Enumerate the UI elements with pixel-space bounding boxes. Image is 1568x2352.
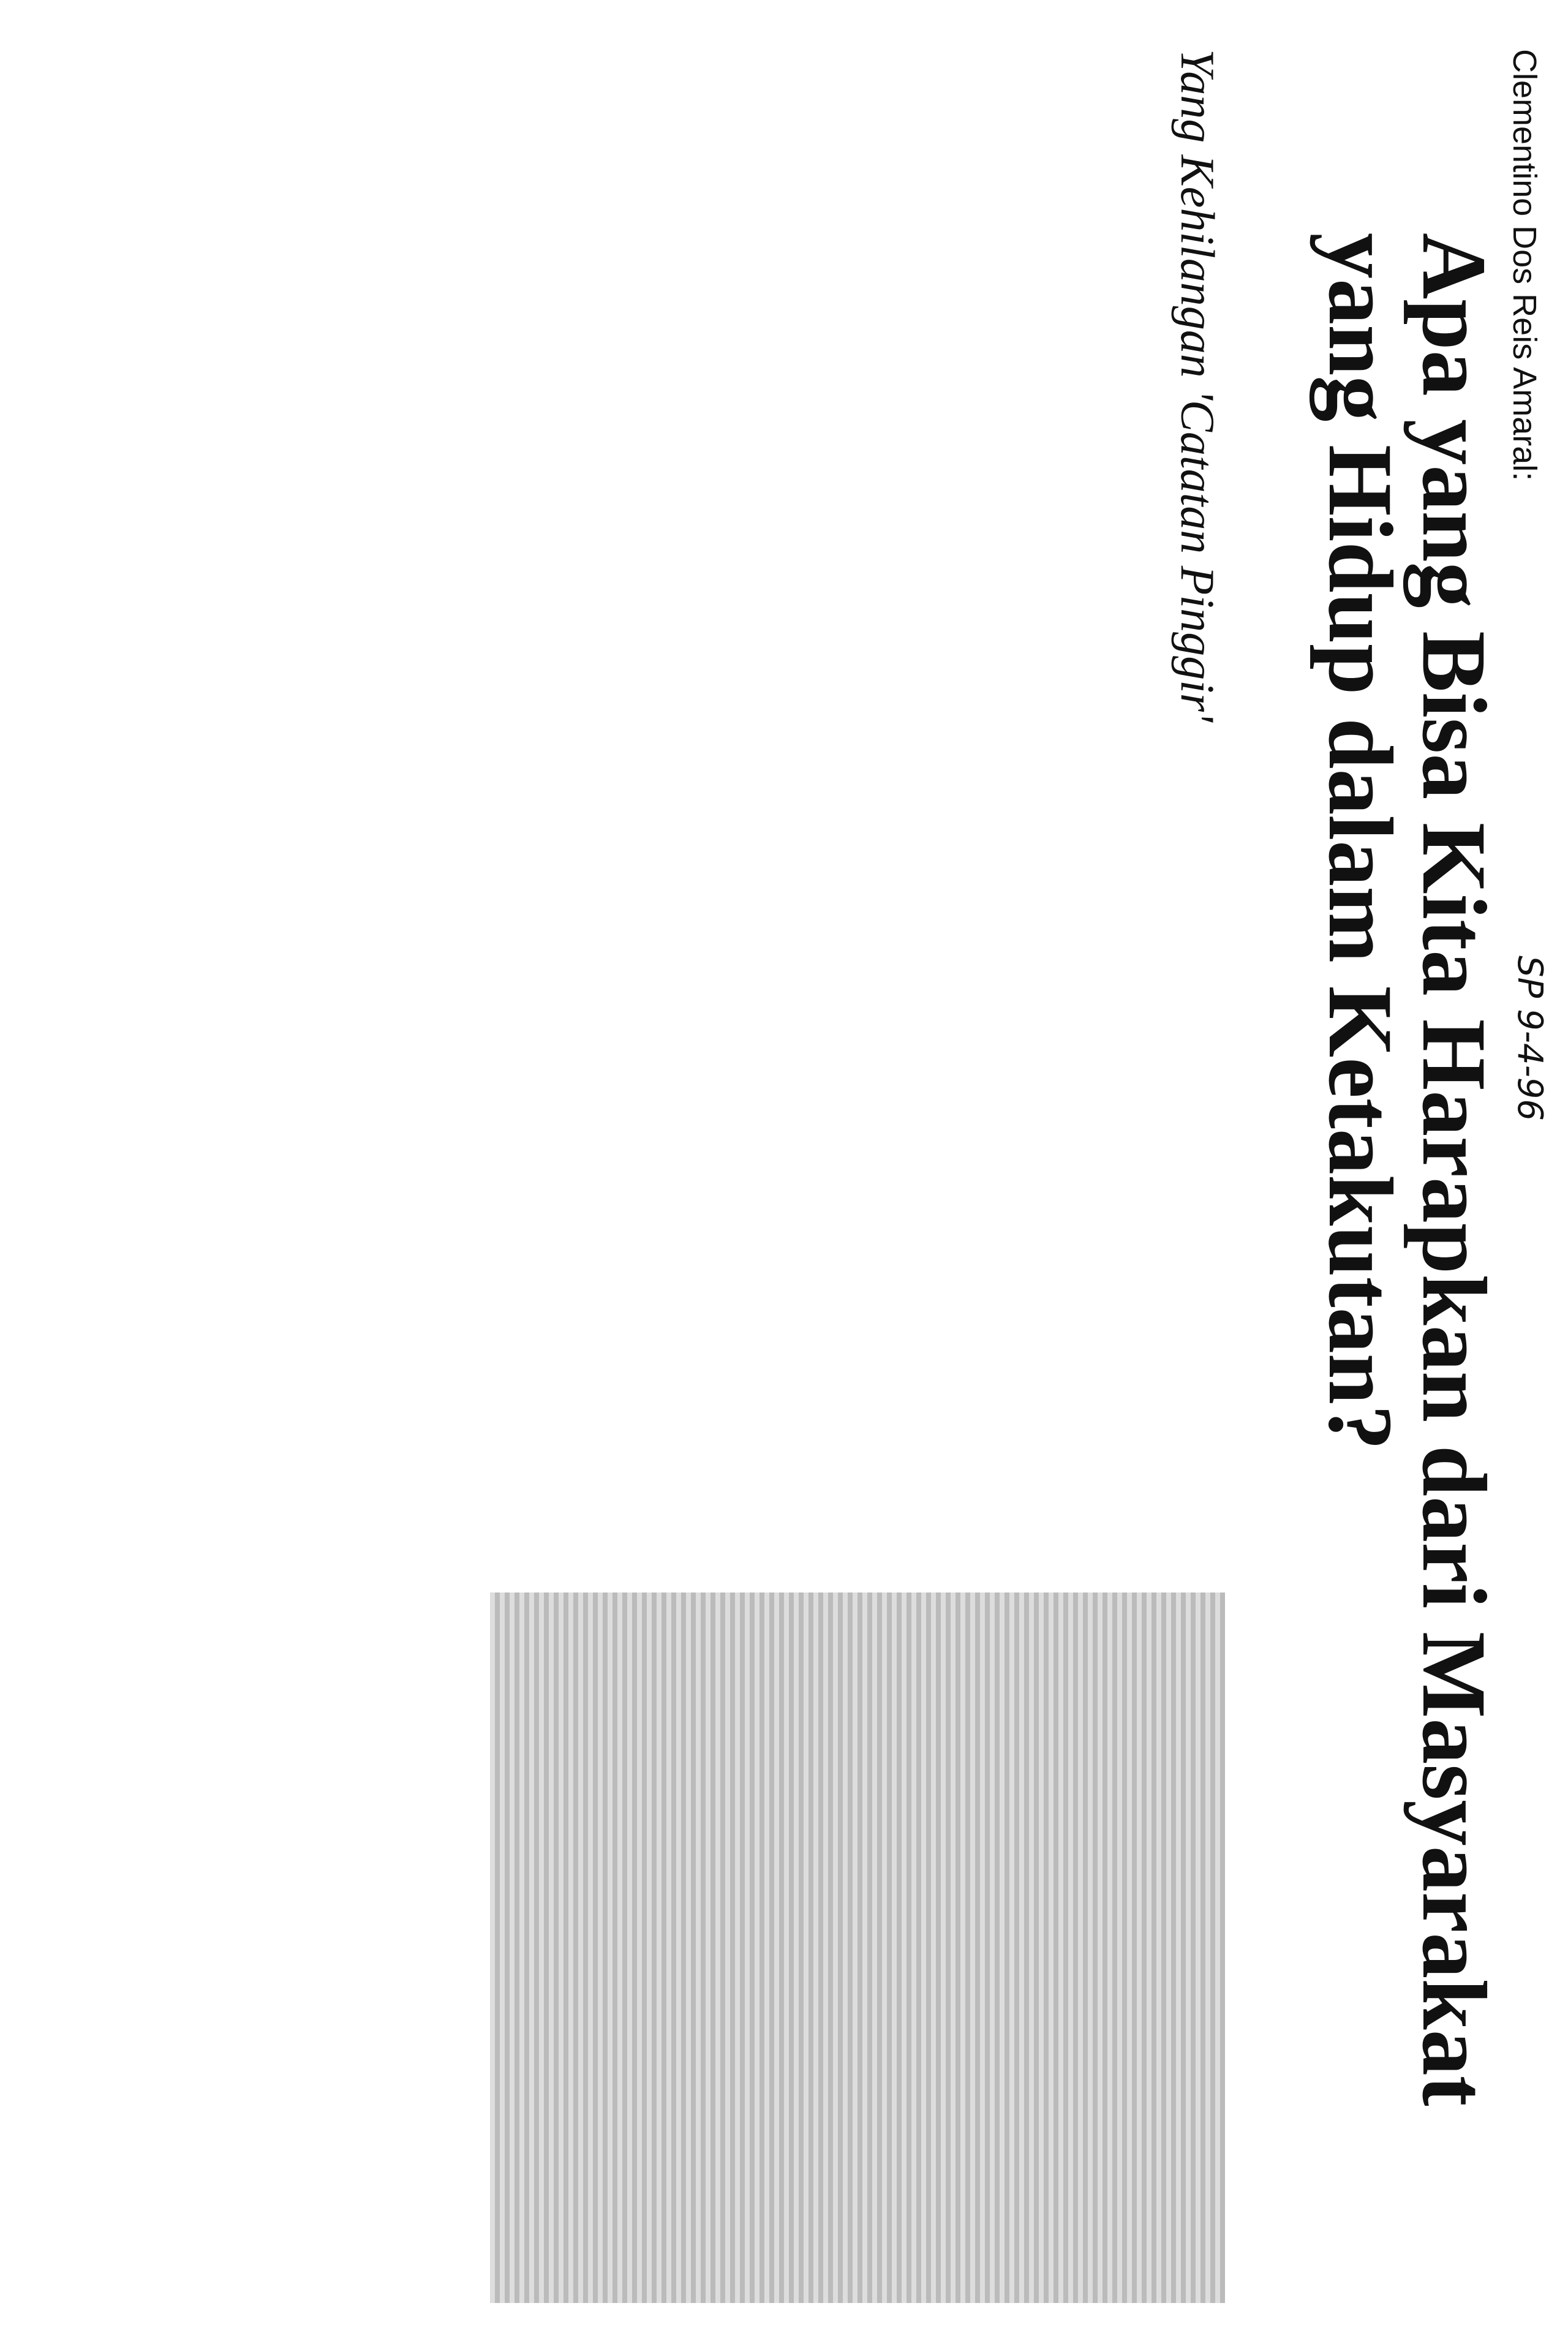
handwritten-date: SP 9-4-96	[1510, 956, 1550, 1121]
article-body	[37, 49, 1127, 2303]
sidebar-title: Yang Kehilangan 'Catatan Pinggir'	[1171, 49, 1224, 722]
kicker: Clementino Dos Reis Amaral:	[1506, 49, 1543, 481]
headline: Apa yang Bisa Kita Harapkan dari Masyarakat yang Hidup dalam Ketakutan?	[1310, 233, 1505, 2106]
